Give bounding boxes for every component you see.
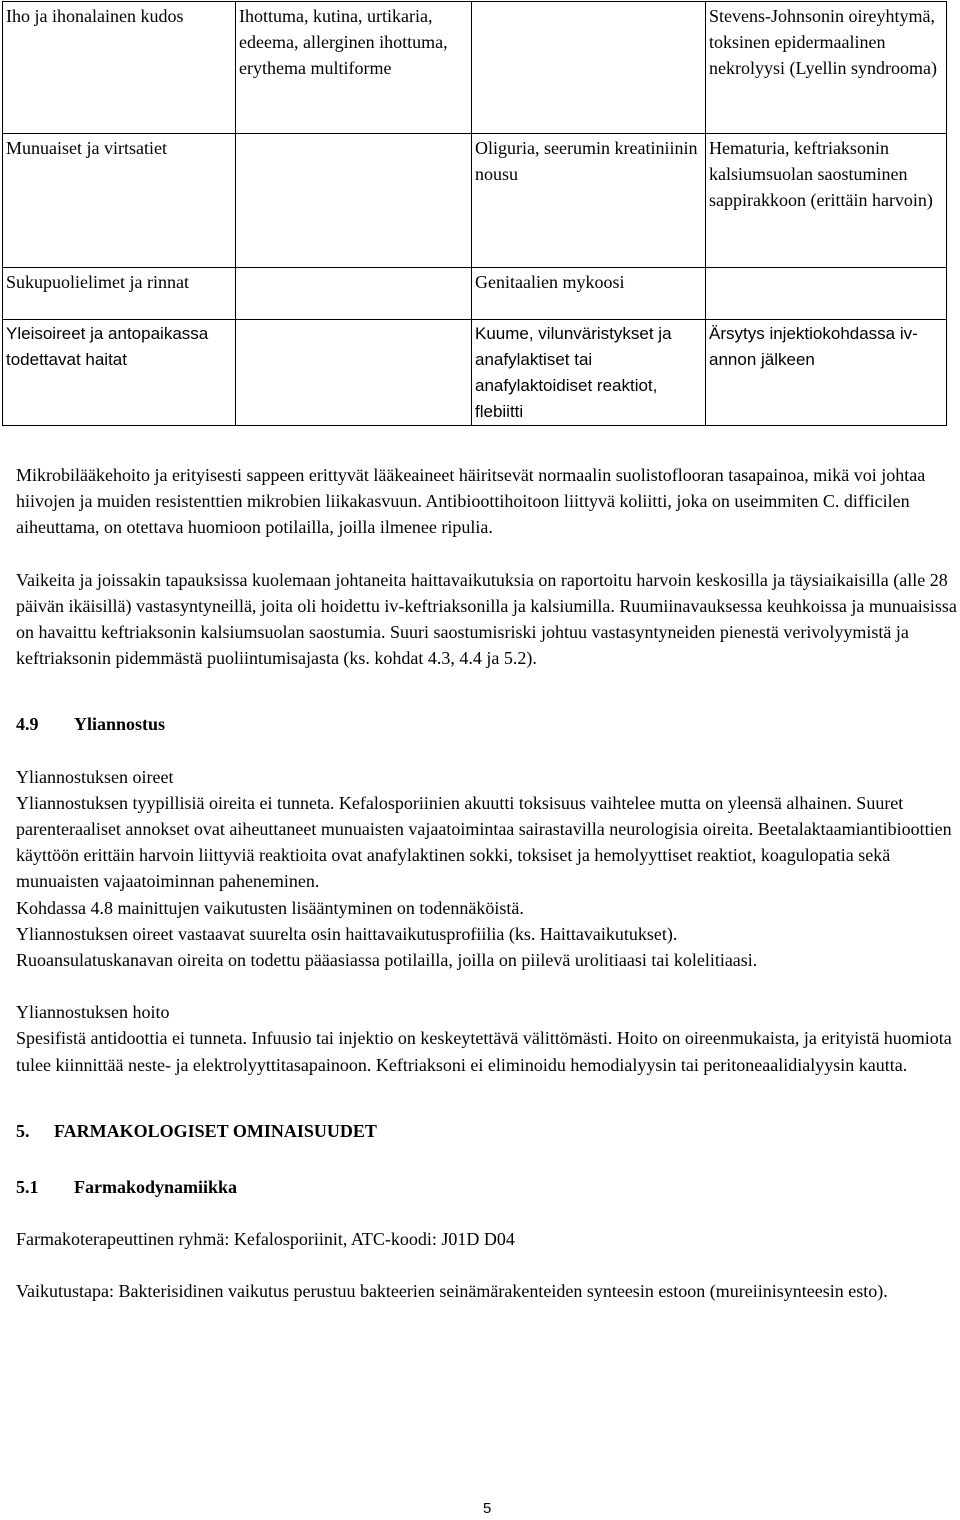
overdose-line-profile: Yliannostuksen oireet vastaavat suurelta osin haittavaikutusprofiilia (ks. Haittavaikutukset).: [16, 923, 678, 944]
overdose-symptoms-paragraph: Yliannostuksen tyypillisiä oireita ei tunneta. Kefalosporiinien akuutti toksisuus vaihtelee mutta on yleensä alhainen. Suuret parenteraaliset annokset ovat aiheuttaneet munuaisten vajaatoimintaa sairastavilla neurologisia oireita. Beetalaktaamiantibioottien käyttöön erittäin harvoin liittyviä reaktioita ovat anafylaktinen sokki, toksiset ja hemolyyttiset reaktiot, koagulopatia sekä munuaisten vajaatoiminnan paheneminen.: [16, 792, 952, 892]
frequency-cell: [472, 2, 706, 134]
frequency-cell: [706, 268, 947, 320]
pharmacotherapeutic-group: Farmakoterapeuttinen ryhmä: Kefalosporiinit, ATC-koodi: J01D D04: [16, 1229, 515, 1250]
section-heading-4-9: [16, 711, 960, 737]
overdose-line-4-8: Kohdassa 4.8 mainittujen vaikutusten lisääntyminen on todennäköistä.: [16, 897, 524, 918]
adverse-effects-table: [2, 1, 947, 426]
frequency-cell: Genitaalien mykoosi: [472, 268, 706, 320]
page-number: 5: [483, 1500, 492, 1517]
frequency-cell: Hematuria, keftriaksonin kalsiumsuolan saostuminen sappirakkoon (erittäin harvoin): [706, 134, 947, 268]
frequency-cell: Kuume, vilunväristykset ja anafylaktiset tai anafylaktoidiset reaktiot, flebiitti: [472, 320, 706, 426]
mechanism-of-action: Vaikutustapa: Bakterisidinen vaikutus perustuu bakteerien seinämärakenteiden synteesin estoon (mureiinisynteesin esto).: [16, 1281, 888, 1302]
frequency-cell: Ärsytys injektiokohdassa iv-annon jälkeen: [706, 320, 947, 426]
section-title: Farmakodynamiikka: [74, 1177, 238, 1198]
severe-effects-paragraph: Vaikeita ja joissakin tapauksissa kuolemaan johtaneita haittavaikutuksia on raportoitu harvoin keskosilla ja täysiaikaisilla (alle 28 päivän ikäisillä) vastasyntyneillä, joita oli hoidettu iv-keftriaksonilla ja kalsiumilla. Ruumiinavauksessa keuhkoissa ja munuaisissa on havaittu keftriaksonin kalsiumsuolan saostumia. Suuri saostumisriski johtuu vastasyntyneiden pienestä verivolyymistä ja keftriaksonin pidemmästä puoliintumisajasta (ks. kohdat 4.3, 4.4 ja 5.2).: [16, 569, 957, 669]
document-body: [16, 462, 960, 1305]
organ-class-cell: Iho ja ihonalainen kudos: [3, 2, 236, 134]
section-number: 5.: [16, 1120, 30, 1141]
section-heading-5-1: [16, 1174, 960, 1200]
subheading-overdose-symptoms: Yliannostuksen oireet: [16, 766, 174, 787]
section-title: Yliannostus: [74, 714, 166, 735]
table-row: [3, 2, 947, 134]
frequency-cell: [236, 268, 472, 320]
frequency-cell: Stevens-Johnsonin oireyhtymä, toksinen epidermaalinen nekrolyysi (Lyellin syndrooma): [706, 2, 947, 134]
section-number: 4.9: [16, 714, 39, 735]
overdose-treatment-paragraph: Spesifistä antidoottia ei tunneta. Infuusio tai injektio on keskeytettävä välittömästi. Hoito on oireenmukaista, ja erityistä huomiota tulee kiinnittää neste- ja elektrolyyttitasapainoon. Keftriaksoni ei eliminoidu hemodialyysin tai peritoneaalidialyysin kautta.: [16, 1028, 952, 1075]
organ-class-cell: Munuaiset ja virtsatiet: [3, 134, 236, 268]
table-row: [3, 320, 947, 426]
section-number: 5.1: [16, 1177, 39, 1198]
organ-class-cell: Sukupuolielimet ja rinnat: [3, 268, 236, 320]
section-title: FARMAKOLOGISET OMINAISUUDET: [54, 1120, 377, 1141]
frequency-cell: [236, 134, 472, 268]
table-row: [3, 134, 947, 268]
overdose-line-gi: Ruoansulatuskanavan oireita on todettu pääasiassa potilailla, joilla on piilevä urolitiaasi tai kolelitiaasi.: [16, 950, 758, 971]
table-row: [3, 268, 947, 320]
organ-class-cell: Yleisoireet ja antopaikassa todettavat haitat: [3, 320, 236, 426]
section-heading-5: [16, 1118, 960, 1144]
subheading-overdose-treatment: Yliannostuksen hoito: [16, 1002, 170, 1023]
frequency-cell: Ihottuma, kutina, urtikaria, edeema, allerginen ihottuma, erythema multiforme: [236, 2, 472, 134]
microbial-paragraph: Mikrobilääkehoito ja erityisesti sappeen erittyvät lääkeaineet häiritsevät normaalin suolistoflooran tasapainoa, mikä voi johtaa hiivojen ja muiden resistenttien mikrobien liikakasvuun. Antibioottihoitoon liittyvä koliitti, joka on useimmiten C. difficilen aiheuttama, on otettava huomioon potilailla, joilla ilmenee ripulia.: [16, 465, 926, 538]
frequency-cell: Oliguria, seerumin kreatiniinin nousu: [472, 134, 706, 268]
frequency-cell: [236, 320, 472, 426]
